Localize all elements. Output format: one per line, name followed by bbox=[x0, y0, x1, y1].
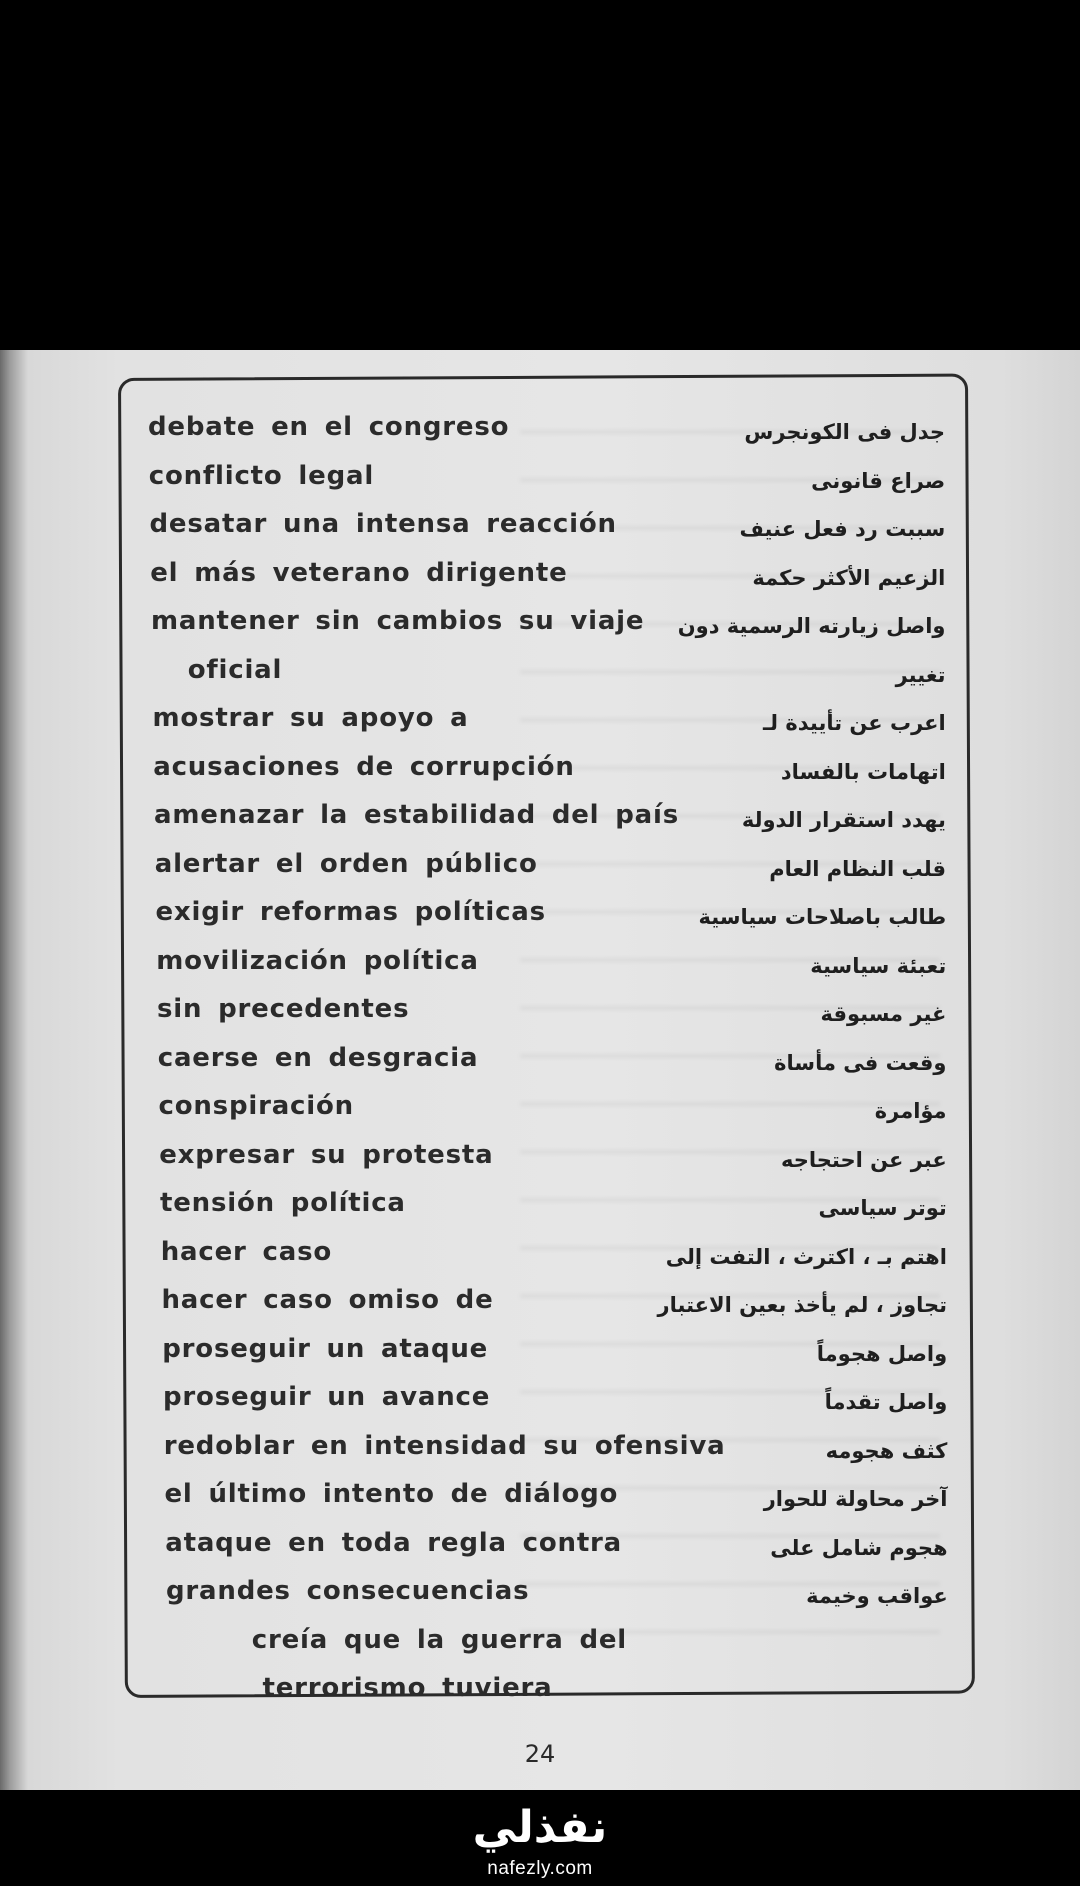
arabic-translation: واصل تقدماً bbox=[824, 1390, 948, 1414]
arabic-translation: جدل فى الكونجرس bbox=[744, 420, 945, 444]
vocabulary-row bbox=[0, 1285, 1080, 1325]
vocabulary-row bbox=[0, 606, 1080, 646]
vocabulary-row bbox=[0, 1140, 1080, 1180]
spanish-term: mantener sin cambios su viaje bbox=[151, 606, 645, 636]
spanish-term: el último intento de diálogo bbox=[164, 1479, 619, 1509]
arabic-translation: قلب النظام العام bbox=[769, 856, 947, 881]
arabic-translation: آخر محاولة للحوار bbox=[763, 1487, 948, 1511]
spanish-term: creía que la guerra del bbox=[251, 1624, 627, 1655]
vocabulary-row bbox=[0, 412, 1080, 452]
vocabulary-row bbox=[0, 1237, 1080, 1277]
vocabulary-row bbox=[0, 558, 1080, 598]
spanish-term: acusaciones de corrupción bbox=[153, 751, 575, 782]
arabic-translation: واصل زيارته الرسمية دون bbox=[677, 614, 946, 638]
spanish-term: proseguir un avance bbox=[163, 1382, 491, 1412]
arabic-translation: هجوم شامل على bbox=[770, 1535, 948, 1560]
arabic-translation: تغيير bbox=[895, 662, 946, 687]
spanish-term: expresar su protesta bbox=[159, 1139, 494, 1170]
spanish-term: mostrar su apoyo a bbox=[152, 703, 469, 733]
vocabulary-row bbox=[0, 946, 1080, 986]
arabic-translation: غير مسبوقة bbox=[820, 1002, 947, 1026]
vocabulary-row bbox=[0, 1188, 1080, 1228]
arabic-translation: يهدد استقرار الدولة bbox=[741, 808, 946, 832]
vocabulary-row bbox=[0, 1043, 1080, 1083]
spanish-term: terrorismo tuviera bbox=[262, 1673, 553, 1703]
spanish-term: redoblar en intensidad su ofensiva bbox=[163, 1430, 726, 1461]
arabic-translation: توتر سياسى bbox=[818, 1196, 947, 1220]
arabic-translation: وقعت فى مأساة bbox=[774, 1050, 947, 1075]
vocabulary-row bbox=[0, 752, 1080, 792]
arabic-translation: تعبئة سياسية bbox=[810, 953, 947, 978]
vocabulary-row bbox=[0, 1334, 1080, 1374]
spanish-term: desatar una intensa reacción bbox=[149, 509, 617, 539]
vocabulary-row bbox=[0, 655, 1080, 695]
vocabulary-row bbox=[0, 1576, 1080, 1616]
arabic-translation: عبر عن احتجاجه bbox=[781, 1147, 947, 1172]
arabic-translation: تجاوز ، لم يأخذ بعين الاعتبار bbox=[657, 1293, 948, 1317]
arabic-translation: طالب باصلاحات سياسية bbox=[698, 905, 947, 929]
spanish-term: ataque en toda regla contra bbox=[165, 1527, 623, 1558]
spanish-term: oficial bbox=[187, 654, 283, 685]
spanish-term: hacer caso bbox=[160, 1236, 333, 1267]
arabic-translation: واصل هجوماً bbox=[816, 1341, 948, 1366]
watermark-logo: نفذلي bbox=[472, 1802, 608, 1853]
spanish-term: grandes consecuencias bbox=[166, 1576, 530, 1606]
vocabulary-row bbox=[0, 703, 1080, 743]
vocabulary-row bbox=[0, 1528, 1080, 1568]
arabic-translation: عواقب وخيمة bbox=[806, 1584, 948, 1608]
spanish-term: tensión política bbox=[160, 1188, 406, 1218]
spanish-term: debate en el congreso bbox=[148, 412, 510, 442]
spanish-term: sin precedentes bbox=[157, 994, 410, 1024]
vocabulary-row bbox=[0, 1625, 1080, 1665]
spanish-term: amenazar la estabilidad del país bbox=[154, 800, 679, 830]
vocabulary-row bbox=[0, 461, 1080, 501]
arabic-translation: مؤامرة bbox=[874, 1099, 947, 1123]
vocabulary-row bbox=[0, 800, 1080, 840]
vocabulary-row bbox=[0, 1479, 1080, 1519]
page-number: 24 bbox=[524, 1740, 556, 1768]
spanish-term: movilización política bbox=[156, 945, 479, 976]
vocabulary-row bbox=[0, 994, 1080, 1034]
arabic-translation: سببت رد فعل عنيف bbox=[739, 517, 946, 541]
arabic-translation: كثف هجومه bbox=[825, 1438, 948, 1463]
spanish-term: el más veterano dirigente bbox=[150, 557, 568, 588]
arabic-translation: الزعيم الأكثر حكمة bbox=[752, 565, 946, 590]
arabic-translation: اهتم بـ ، اكترث ، التفت إلى bbox=[665, 1244, 947, 1269]
spanish-term: alertar el orden público bbox=[154, 848, 538, 879]
vocabulary-row bbox=[0, 1431, 1080, 1471]
vocabulary-row bbox=[0, 1673, 1080, 1713]
spanish-term: conflicto legal bbox=[148, 460, 375, 491]
vocabulary-row bbox=[0, 1091, 1080, 1131]
vocabulary-row bbox=[0, 1382, 1080, 1422]
spanish-term: conspiración bbox=[158, 1091, 354, 1121]
spanish-term: proseguir un ataque bbox=[162, 1333, 489, 1364]
spanish-term: hacer caso omiso de bbox=[161, 1285, 494, 1315]
vocabulary-row bbox=[0, 509, 1080, 549]
vocabulary-row bbox=[0, 849, 1080, 889]
watermark-url: nafezly.com bbox=[487, 1858, 593, 1879]
vocabulary-row bbox=[0, 897, 1080, 937]
arabic-translation: اتهامات بالفساد bbox=[780, 759, 946, 784]
arabic-translation: اعرب عن تأييدة لـ bbox=[762, 711, 946, 735]
arabic-translation: صراع قانونى bbox=[811, 468, 946, 493]
spanish-term: exigir reformas políticas bbox=[155, 897, 546, 927]
spanish-term: caerse en desgracia bbox=[157, 1042, 479, 1073]
